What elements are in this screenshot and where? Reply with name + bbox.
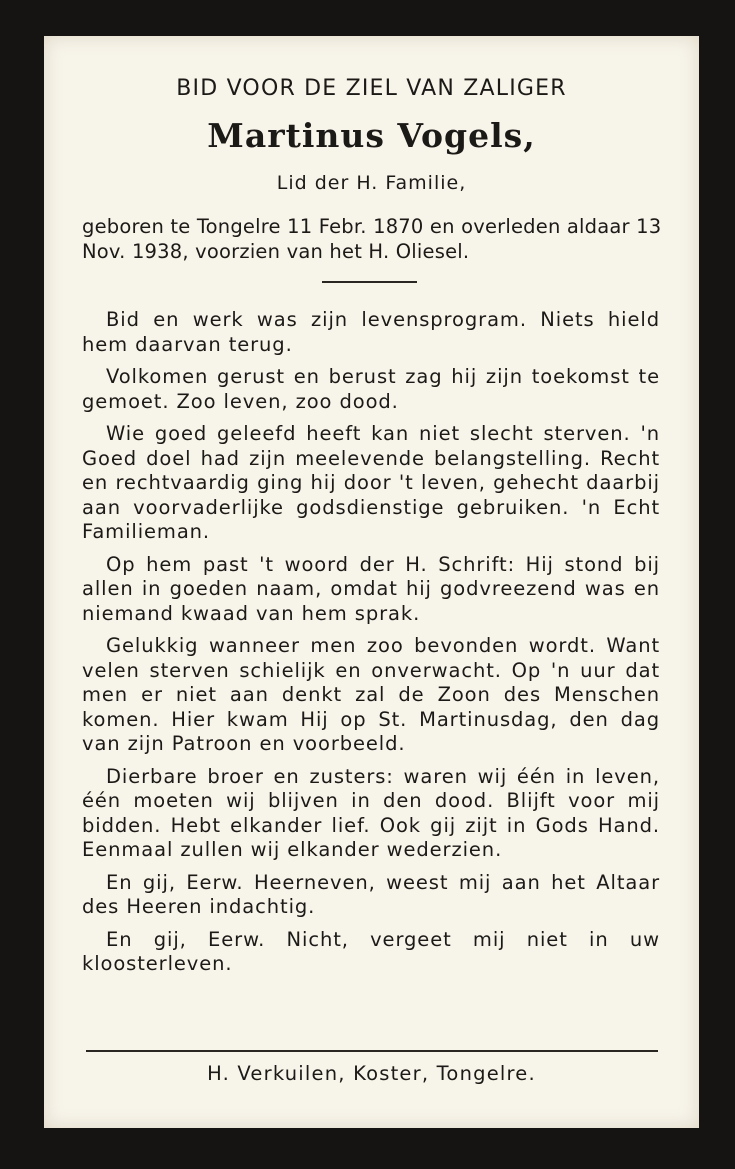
paragraph: Op hem past 't woord der H. Schrift: Hij stond bij allen in goeden naam, omdat hij godvreezend was en niemand kwaad van hem sprak.	[82, 552, 660, 625]
membership-line: Lid der H. Familie,	[276, 172, 467, 194]
footer-divider	[86, 1050, 658, 1052]
printer-credit: H. Verkuilen, Koster, Tongelre.	[207, 1062, 536, 1085]
paragraph: En gij, Eerw. Heerneven, weest mij aan het Altaar des Heeren indachtig.	[82, 870, 660, 918]
paragraph: Gelukkig wanneer men zoo bevonden wordt. Want velen sterven schielijk en onverwacht. Op 'n uur dat men er niet aan denkt zal de Zoon des Menschen komen. Hier kwam Hij op St. Martinusdag, den dag van zijn Patroon en voorbeeld.	[82, 634, 660, 755]
deceased-name: Martinus Vogels,	[207, 116, 536, 155]
paragraph: En gij, Eerw. Nicht, vergeet mij niet in uw kloosterleven.	[82, 927, 660, 975]
prayer-heading: BID VOOR DE ZIEL VAN ZALIGER	[176, 76, 567, 101]
paragraph: Bid en werk was zijn levensprogram. Niets hield hem daarvan terug.	[82, 308, 660, 356]
memorial-card	[44, 36, 699, 1128]
paragraph: Dierbare broer en zusters: waren wij één in leven, één moeten wij blijven in den dood. Blijft voor mij bidden. Hebt elkander lief. Ook gij zijt in Gods Hand. Eenmaal zullen wij elkander wederzien.	[82, 764, 660, 861]
paragraph: Wie goed geleefd heeft kan niet slecht sterven. 'n Goed doel had zijn meelevende belangstelling. Recht en rechtvaardig ging hij door 't leven, gehecht daarbij aan voorvaderlijke godsdienstige gebruiken. 'n Echt Familieman.	[82, 422, 660, 543]
birth-death-dates: geboren te Tongelre 11 Febr. 1870 en overleden aldaar 13 Nov. 1938, voorzien van het H. Oliesel.	[82, 215, 662, 263]
paragraph: Volkomen gerust en berust zag hij zijn toekomst te gemoet. Zoo leven, zoo dood.	[82, 365, 660, 413]
memorial-text	[82, 308, 660, 985]
short-divider	[322, 281, 417, 283]
